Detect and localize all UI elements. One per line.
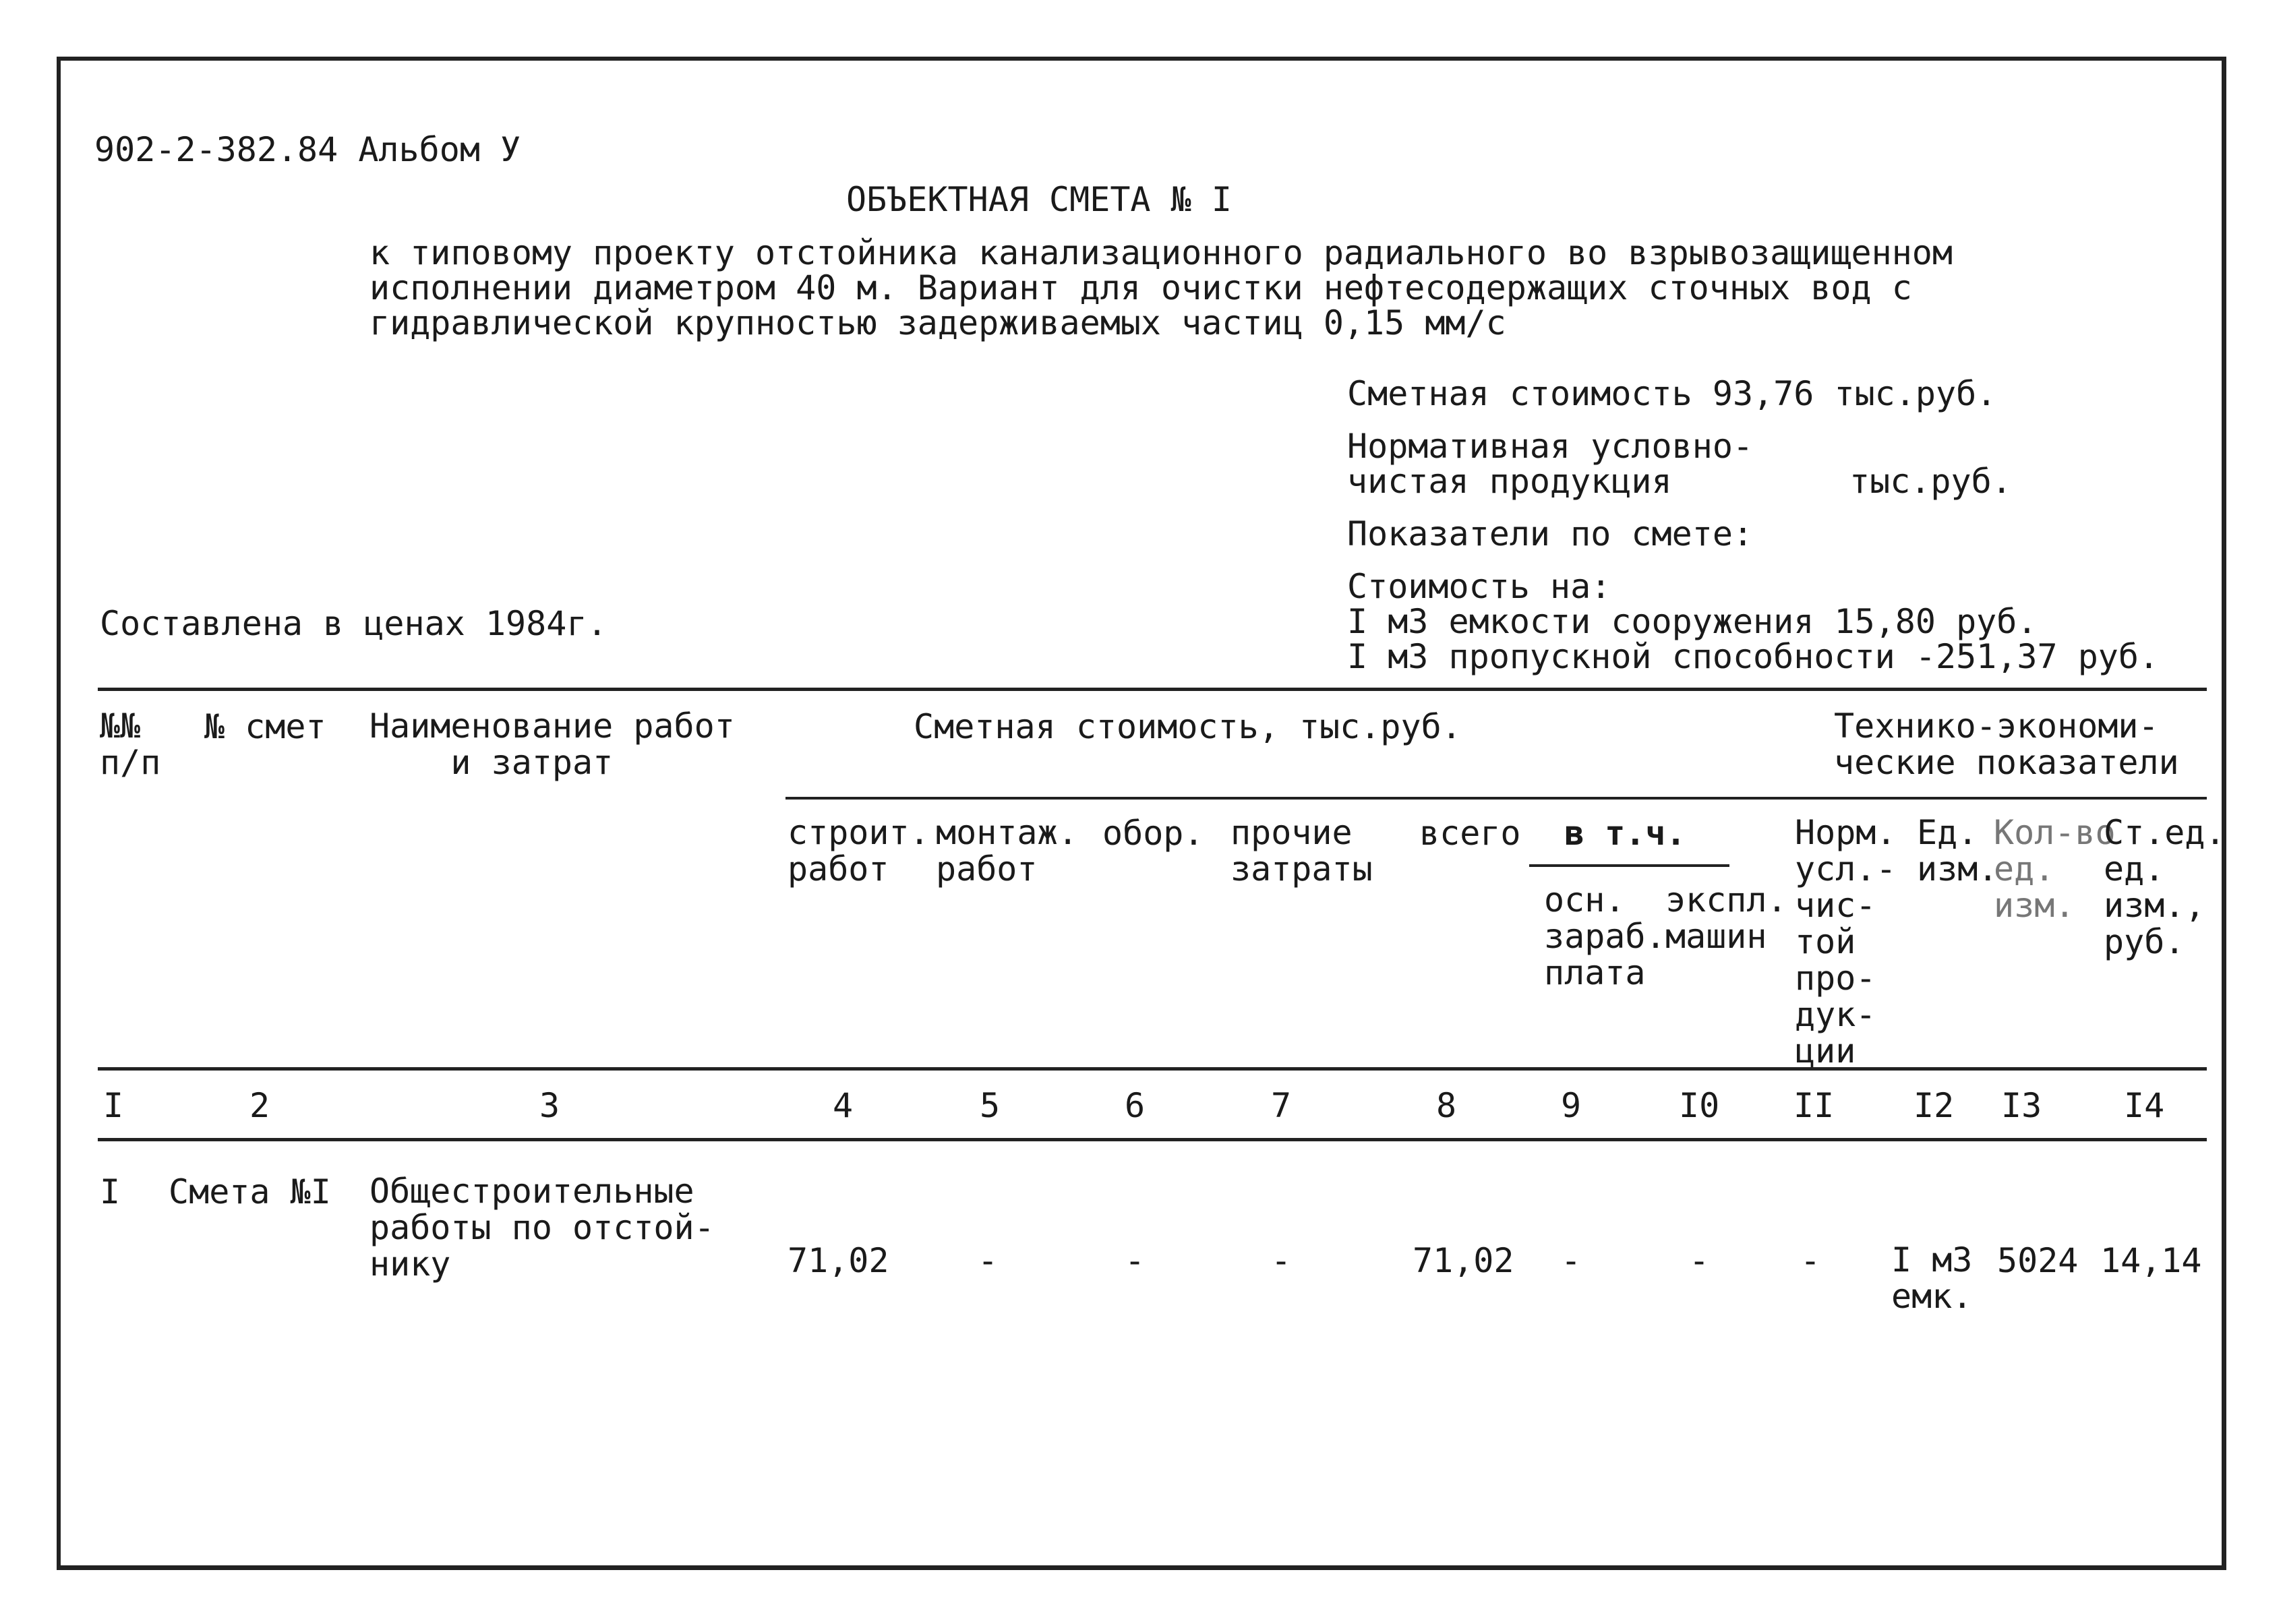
- header-equipment: обор.: [1102, 814, 1204, 853]
- column-number: 6: [1124, 1086, 1146, 1125]
- cost-per-capacity: I м3 емкости сооружения 15,80 руб.: [1347, 602, 2038, 641]
- normative-label-2: чистая продукция: [1347, 462, 1672, 501]
- column-number: I0: [1679, 1086, 1720, 1125]
- row-unit: I м3 емк.: [1891, 1240, 1973, 1316]
- estimated-cost: Сметная стоимость 93,76 тыс.руб.: [1347, 374, 1997, 413]
- row-num: I: [100, 1172, 121, 1211]
- normative-unit: тыс.руб.: [1849, 462, 2012, 501]
- subtitle-line-2: исполнении диаметром 40 м. Вариант для очистки нефтесодержащих сточных вод с: [369, 268, 1912, 307]
- row-estimate: Смета №I: [169, 1172, 331, 1211]
- row-machines: -: [1689, 1241, 1710, 1280]
- column-number: I: [102, 1086, 124, 1125]
- header-tech-group: Технико-экономи- ческие показатели: [1834, 706, 2179, 782]
- header-unit-cost: Ст.ед. ед. изм., руб.: [2104, 813, 2226, 961]
- normative-label-1: Нормативная условно-: [1347, 427, 1754, 466]
- header-total: всего: [1419, 814, 1521, 853]
- column-number: I4: [2124, 1086, 2165, 1125]
- column-numbers-rule: [98, 1138, 2207, 1141]
- row-wages: -: [1561, 1241, 1582, 1280]
- header-construction: строит. работ: [788, 813, 930, 889]
- row-other: -: [1271, 1241, 1292, 1280]
- row-unit-cost: 14,14: [2100, 1241, 2202, 1280]
- row-qty: 5024: [1997, 1241, 2079, 1280]
- row-installation: -: [978, 1241, 999, 1280]
- row-equipment: -: [1125, 1241, 1146, 1280]
- header-qty: Кол-во ед. изм.: [1994, 813, 2116, 925]
- column-number: 3: [539, 1086, 560, 1125]
- header-machines: экспл. машин: [1665, 880, 1787, 956]
- subtitle-line-3: гидравлической крупностью задерживаемых частиц 0,15 мм/с: [369, 303, 1506, 342]
- prices-note: Составлена в ценах 1984г.: [100, 604, 607, 643]
- header-name: Наименование работ и затрат: [369, 706, 735, 782]
- cost-per-throughput: I м3 пропускной способности -251,37 руб.: [1347, 637, 2160, 676]
- header-group-rule: [785, 797, 2207, 800]
- column-number: 2: [249, 1086, 270, 1125]
- table-top-rule: [98, 688, 2207, 691]
- incl-rule: [1529, 864, 1729, 867]
- row-norm-pure: -: [1800, 1241, 1821, 1280]
- column-number: I2: [1913, 1086, 1955, 1125]
- column-number: 4: [832, 1086, 854, 1125]
- document-code: 902-2-382.84 Альбом У: [94, 130, 521, 169]
- column-number: 9: [1560, 1086, 1582, 1125]
- header-cost-group: Сметная стоимость, тыс.руб.: [914, 707, 1462, 746]
- row-name: Общестроительные работы по отстой- нику: [369, 1172, 715, 1284]
- indicators-title: Показатели по смете:: [1347, 514, 1754, 553]
- header-incl: в т.ч.: [1564, 814, 1686, 853]
- header-estimate-no: № смет: [204, 707, 326, 746]
- column-number: 7: [1270, 1086, 1292, 1125]
- column-number: 8: [1435, 1086, 1457, 1125]
- row-total: 71,02: [1413, 1241, 1514, 1280]
- header-unit: Ед. изм.: [1917, 813, 1998, 889]
- cost-on-label: Стоимость на:: [1347, 567, 1611, 606]
- header-num: №№ п/п: [100, 706, 161, 782]
- header-wages: осн. зараб. плата: [1544, 880, 1666, 992]
- subtitle-line-1: к типовому проекту отстойника канализационного радиального во взрывозащищенном: [369, 233, 1953, 272]
- header-other: прочие затраты: [1230, 813, 1373, 889]
- header-norm-pure: Норм. усл.- чис- той про- дук- ции: [1795, 813, 1897, 1071]
- page-title: ОБЪЕКТНАЯ СМЕТА № I: [846, 180, 1232, 219]
- row-construction: 71,02: [788, 1241, 889, 1280]
- column-number: I3: [2001, 1086, 2042, 1125]
- header-installation: монтаж. работ: [936, 813, 1078, 889]
- column-number: II: [1793, 1086, 1835, 1125]
- column-number: 5: [979, 1086, 1001, 1125]
